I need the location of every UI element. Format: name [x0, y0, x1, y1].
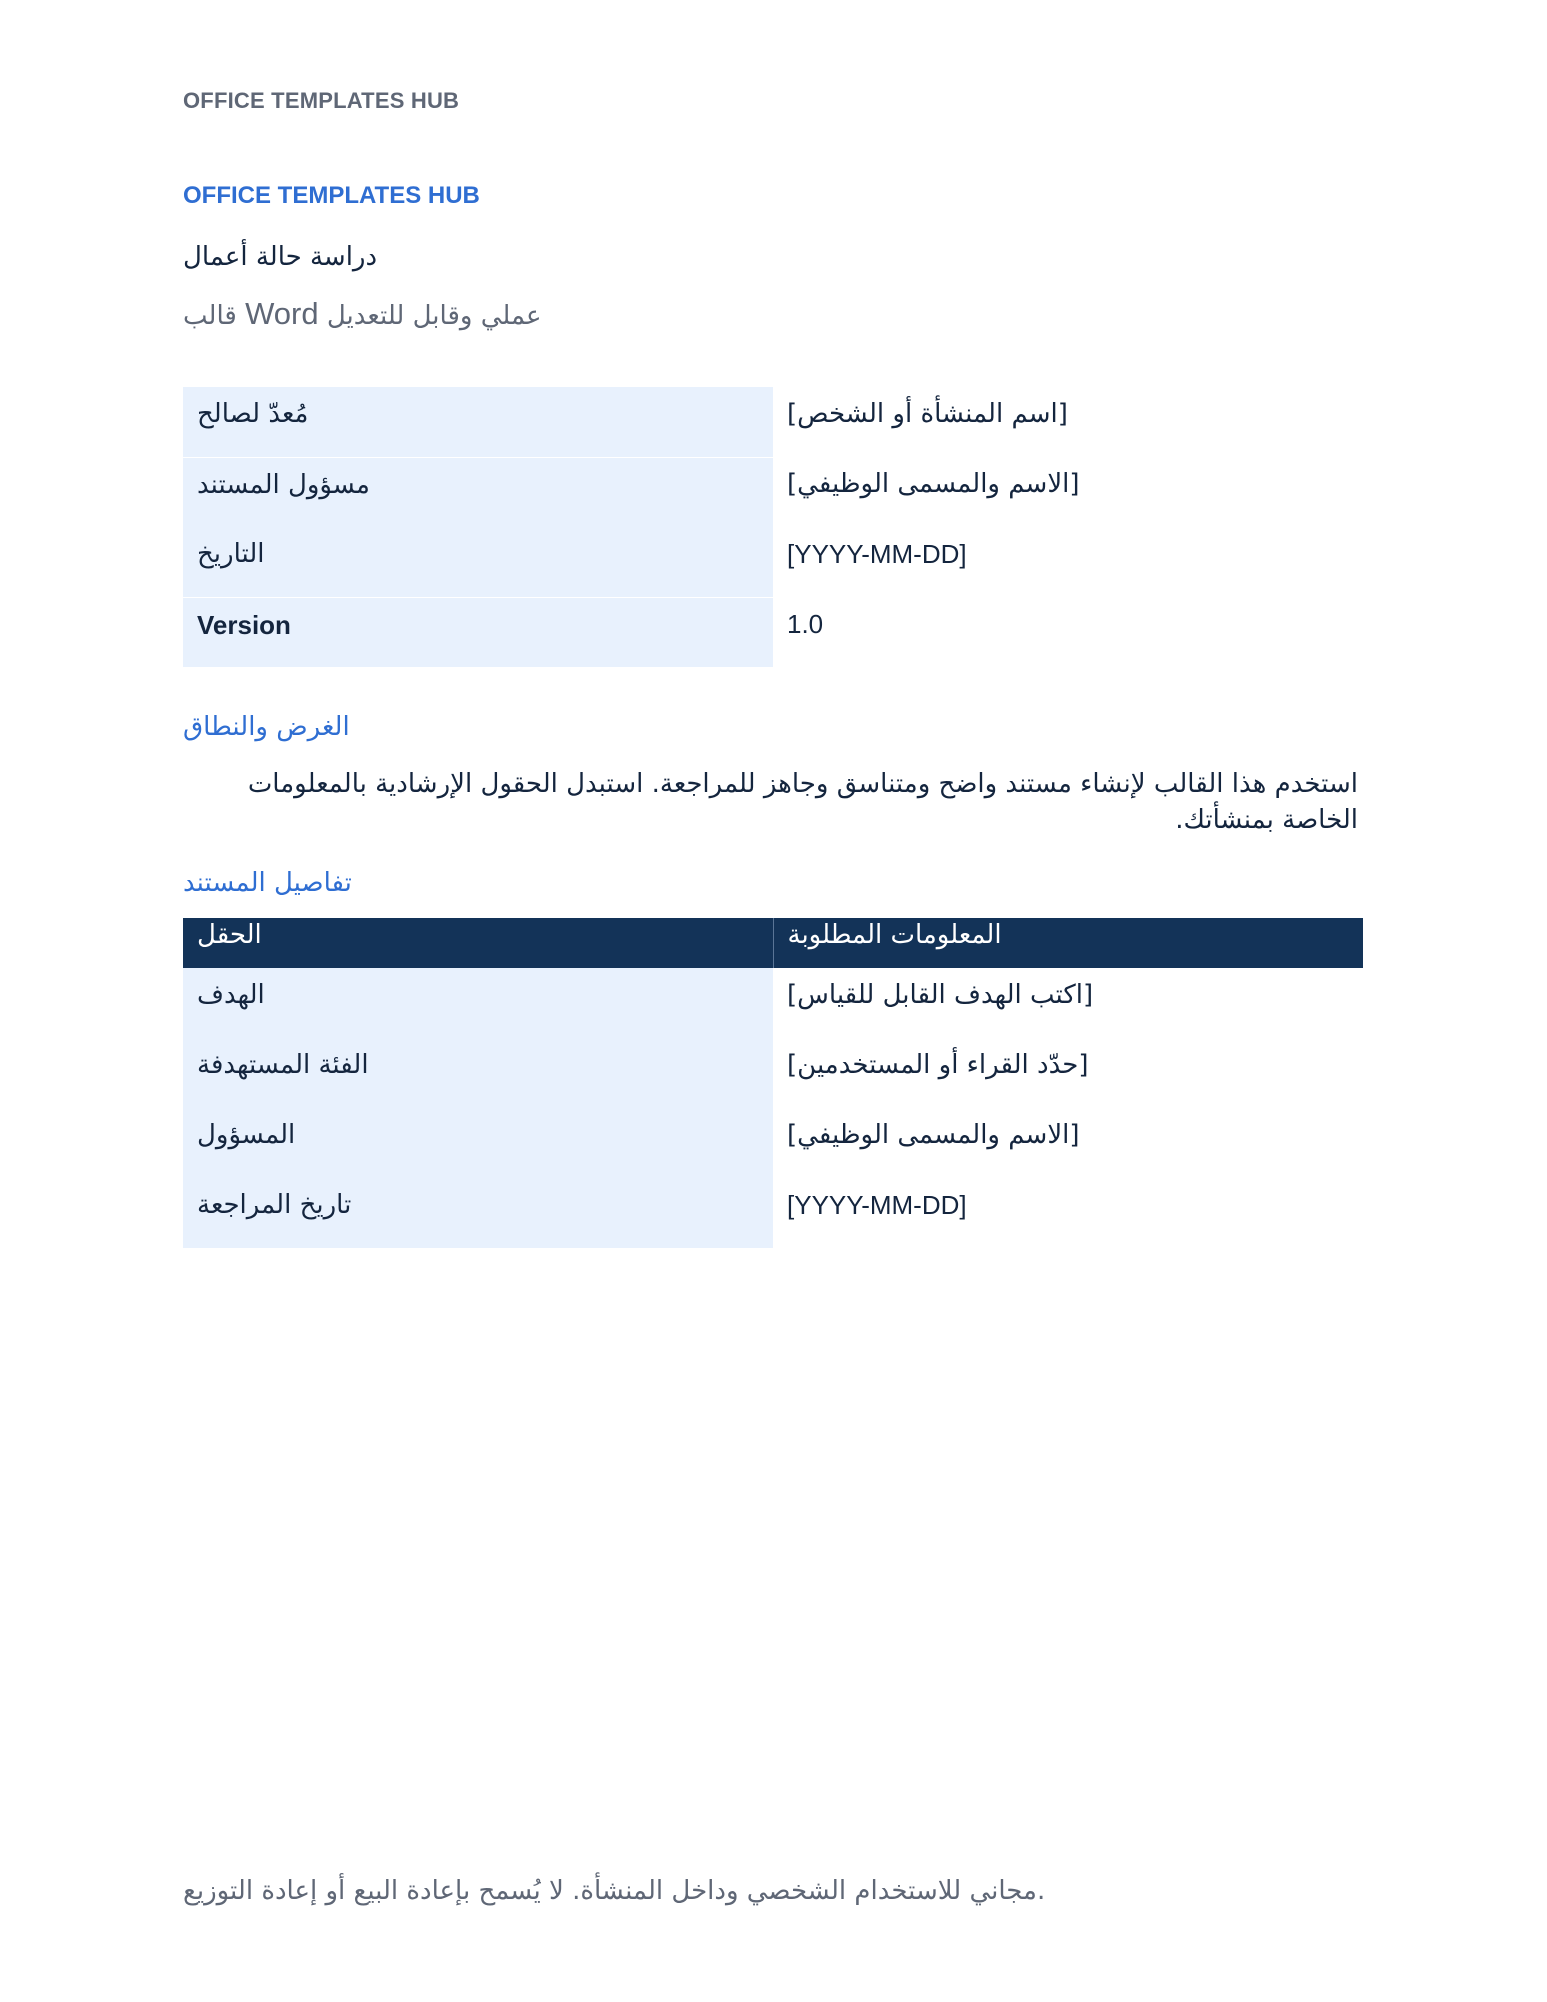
table-row: [183, 1178, 1363, 1248]
meta-key-date: التاريخ: [183, 527, 773, 597]
table-row: [183, 968, 1363, 1038]
details-value-audience[interactable]: [حدّد القراء أو المستخدمين]: [773, 1038, 1363, 1108]
meta-value-version[interactable]: 1.0: [773, 597, 1363, 667]
meta-value-owner[interactable]: [الاسم والمسمى الوظيفي]: [773, 457, 1363, 527]
details-value-review-date[interactable]: [YYYY-MM-DD]: [773, 1178, 1363, 1248]
details-key-owner: المسؤول: [183, 1108, 773, 1178]
table-row: [183, 597, 1363, 667]
cover-brand: OFFICE TEMPLATES HUB: [183, 182, 480, 209]
table-row: [183, 387, 1363, 457]
subtitle-prefix: قالب: [183, 301, 237, 331]
meta-key-version: Version: [183, 597, 773, 667]
table-row: [183, 1038, 1363, 1108]
meta-value-prepared-for[interactable]: [اسم المنشأة أو الشخص]: [773, 387, 1363, 457]
details-key-audience: الفئة المستهدفة: [183, 1038, 773, 1108]
subtitle-word: Word: [245, 296, 319, 331]
details-key-goal: الهدف: [183, 968, 773, 1038]
header-brand: OFFICE TEMPLATES HUB: [183, 88, 460, 113]
meta-value-date[interactable]: [YYYY-MM-DD]: [773, 527, 1363, 597]
meta-key-prepared-for: مُعدّ لصالح: [183, 387, 773, 457]
details-table: [183, 918, 1363, 1248]
table-row: [183, 1108, 1363, 1178]
table-row: [183, 527, 1363, 597]
document-title: دراسة حالة أعمال: [183, 242, 378, 272]
footer-notice: مجاني للاستخدام الشخصي وداخل المنشأة. لا يُسمح بإعادة البيع أو إعادة التوزيع.: [183, 1876, 1046, 1906]
purpose-heading: الغرض والنطاق: [183, 712, 350, 742]
document-subtitle: [183, 296, 542, 332]
details-value-goal[interactable]: [اكتب الهدف القابل للقياس]: [773, 968, 1363, 1038]
table-row: [183, 457, 1363, 527]
meta-key-owner: مسؤول المستند: [183, 457, 773, 527]
subtitle-suffix: عملي وقابل للتعديل: [326, 301, 542, 331]
column-header-info: المعلومات المطلوبة: [773, 918, 1363, 968]
table-header-row: [183, 918, 1363, 968]
details-key-review-date: تاريخ المراجعة: [183, 1178, 773, 1248]
details-value-owner[interactable]: [الاسم والمسمى الوظيفي]: [773, 1108, 1363, 1178]
details-heading: تفاصيل المستند: [183, 868, 352, 898]
metadata-table: [183, 387, 1363, 667]
purpose-paragraph: استخدم هذا القالب لإنشاء مستند واضح ومتناسق وجاهز للمراجعة. استبدل الحقول الإرشادية بالمعلومات الخاصة بمنشأتك.: [247, 769, 1358, 835]
column-header-field: الحقل: [183, 918, 773, 968]
